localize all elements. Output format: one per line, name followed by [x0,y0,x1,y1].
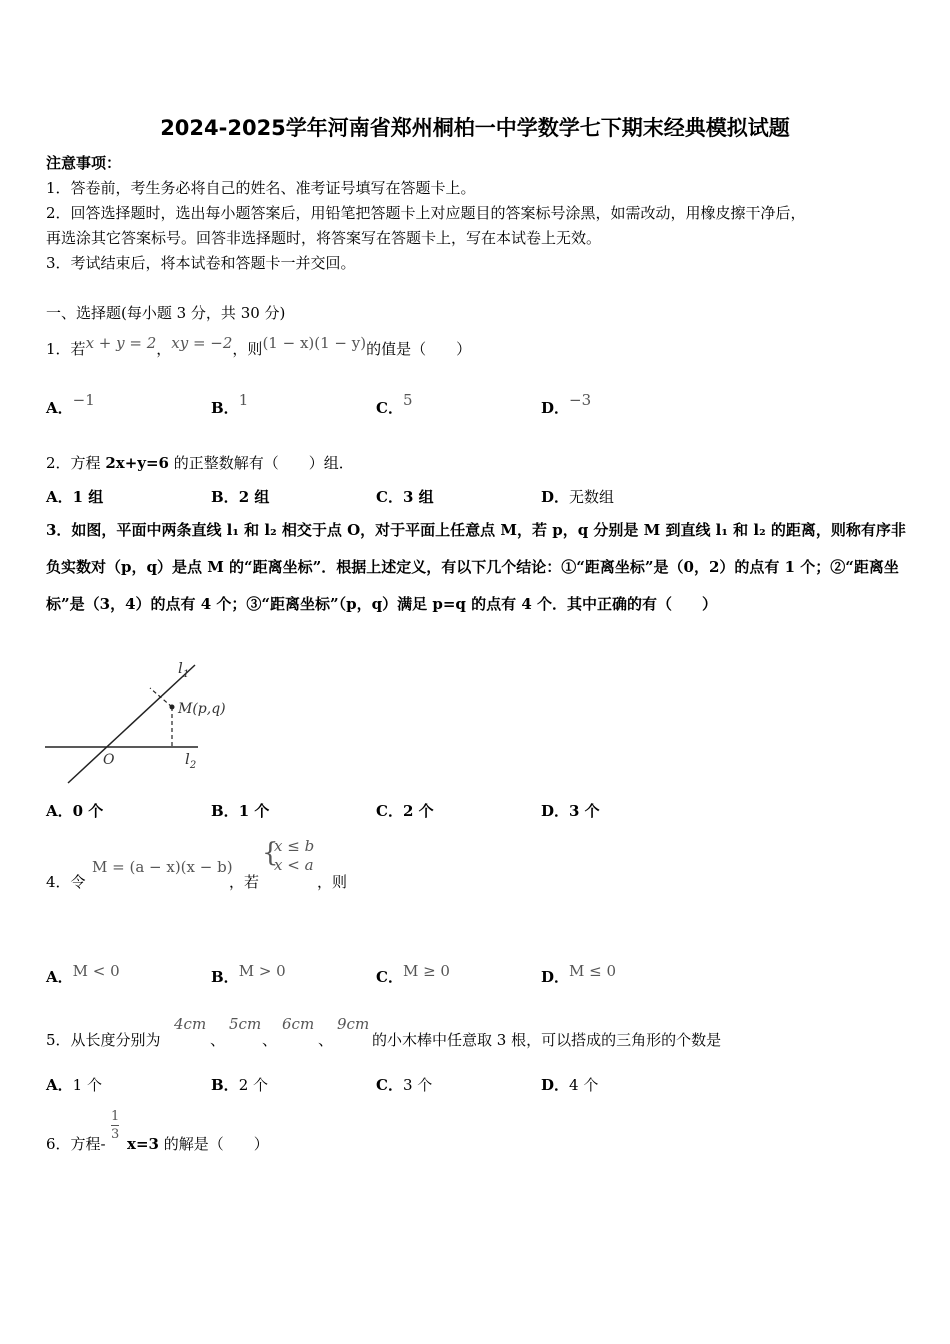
option-letter: C． [376,399,403,417]
q5-sep-3: 、 [318,1031,334,1049]
option-value: 3 组 [402,488,434,506]
q1-text-3: 的值是（ ） [366,340,472,358]
q2-option-b[interactable] [211,486,269,507]
q3-option-c[interactable] [376,800,434,821]
q4-number: 4． [46,873,71,891]
q6-text-2 [127,1133,269,1154]
notice-item-3: 3．考试结束后，将本试卷和答题卡一并交回。 [46,254,356,272]
point-m [170,705,175,710]
option-value: M < 0 [72,962,120,980]
question-2 [46,452,354,473]
question-1 [46,334,472,359]
option-letter: A． [46,488,73,506]
option-value: 2 个 [238,1076,268,1094]
option-letter: B． [211,399,239,417]
option-value: 4 个 [569,1076,599,1094]
fraction-numerator: 1 [111,1109,120,1124]
option-letter: D． [541,399,570,417]
q4-option-a[interactable] [46,962,120,987]
q1-option-c[interactable] [376,391,413,418]
q6-number: 6． [46,1135,71,1153]
q6-text-1 [46,1133,106,1154]
q6-suffix: 的解是（ ） [158,1135,269,1153]
q1-option-b[interactable] [211,391,249,418]
q2-text-1: 方程 [70,454,106,472]
option-letter: B． [211,968,239,986]
q5-option-d[interactable] [541,1074,598,1095]
fraction-denominator: 3 [111,1127,120,1142]
notice-item-2b: 再选涂其它答案标号。回答非选择题时，将答案写在答题卡上，写在本试卷上无效。 [46,229,602,247]
q5-sep-2: 、 [262,1031,278,1049]
q5-option-c[interactable] [376,1074,432,1095]
q2-text-2: 的正整数解有（ ）组． [169,454,354,472]
q4-option-b[interactable] [211,962,286,987]
option-letter: B． [211,1076,239,1094]
q5-sep-1: 、 [210,1031,226,1049]
q3-figure [40,655,240,785]
label-o: O [103,752,115,768]
option-value: 1 个 [238,802,270,820]
option-value: M > 0 [238,962,286,980]
q5-length-1: 4cm [174,1015,207,1033]
question-4 [46,871,86,892]
q6-fraction [111,1108,119,1143]
q5-text-1 [46,1029,161,1050]
option-value: M ≥ 0 [402,962,450,980]
option-value: 2 组 [238,488,270,506]
q1-sep: ， [156,340,172,358]
q1-text-2: ，则 [232,340,263,358]
q6-prefix: 方程- [70,1135,106,1153]
q1-number: 1． [46,340,71,358]
option-letter: A． [46,399,73,417]
option-letter: D． [541,968,570,986]
section-heading: 一、选择题(每小题 3 分，共 30 分) [46,304,286,322]
q1-math-2: xy = −2 [171,334,233,352]
q4-condition-2: x < a [274,856,314,874]
option-value: −3 [569,391,592,409]
q4-condition-1: x ≤ b [274,837,315,855]
q3-option-a[interactable] [46,800,103,821]
q4-text-2: ，若 [229,873,260,891]
q5-option-a[interactable] [46,1074,102,1095]
line-l1 [68,665,195,783]
q2-option-a[interactable] [46,486,103,507]
option-letter: D． [541,488,570,506]
q1-option-a[interactable] [46,391,95,418]
q4-text-3: ，则 [317,873,348,891]
q1-math-1: x + y = 2 [85,334,157,352]
notice-heading: 注意事项： [46,154,122,172]
q3-option-b[interactable] [211,800,269,821]
option-value: 3 个 [402,1076,433,1094]
q2-option-c[interactable] [376,486,434,507]
q6-equation: x=3 [127,1135,159,1153]
q5-length-4: 9cm [337,1015,370,1033]
q5-text-2: 的小木棒中任意取 3 根，可以搭成的三角形的个数是 [372,1031,722,1049]
q2-equation: 2x+y=6 [105,454,169,472]
option-letter: D． [541,1076,570,1094]
option-letter: C． [376,1076,403,1094]
q5-length-2: 5cm [229,1015,262,1033]
option-letter: C． [376,802,403,820]
q5-length-3: 6cm [282,1015,315,1033]
option-value: M ≤ 0 [569,962,617,980]
q2-option-d[interactable] [541,486,614,507]
option-letter: B． [211,488,239,506]
option-value: 3 个 [569,802,600,820]
q1-option-d[interactable] [541,391,592,418]
page-title: 2024-2025学年河南省郑州桐柏一中学数学七下期末经典模拟试题 [160,116,790,140]
q3-option-d[interactable] [541,800,600,821]
option-value: −1 [72,391,95,409]
option-value: 5 [402,391,413,409]
notice-item-2a: 2．回答选择题时，选出每小题答案后，用铅笔把答题卡上对应题目的答案标号涂黑，如需改动，用橡皮擦干净后， [46,204,806,222]
option-letter: C． [376,968,403,986]
option-value: 1 个 [72,1076,102,1094]
q5-prefix: 从长度分别为 [70,1031,161,1049]
q4-math: M = (a − x)(x − b) [92,858,233,876]
q2-number: 2． [46,454,71,472]
label-l2: $l_2$ [185,750,197,771]
option-letter: A． [46,968,73,986]
option-value: 1 组 [72,488,104,506]
question-3: 3．如图，平面中两条直线 l₁ 和 l₂ 相交于点 O，对于平面上任意点 M，若 p，q 分别是 M 到直线 l₁ 和 l₂ 的距离，则称有序非负实数对（p，q）是点 M 的“距离坐标”．根据上述定义，有以下几个结论：①“距离坐标”是（0，2）的点有 1 个；②“距离坐标”是（3，4）的点有 4 个；③“距离坐标”（p，q）满足 p=q 的点有 4 个．其中正确的有（ ） [46,521,906,613]
brace-icon: { [262,838,279,868]
option-value: 无数组 [569,488,615,506]
option-letter: B． [211,802,239,820]
label-m: M(p,q) [178,701,226,717]
option-letter: A． [46,802,73,820]
q4-option-c[interactable] [376,962,450,987]
option-value: 1 [238,391,249,409]
option-letter: D． [541,802,570,820]
option-letter: C． [376,488,403,506]
q4-option-d[interactable] [541,962,617,987]
q5-option-b[interactable] [211,1074,268,1095]
q4-text-1: 令 [70,873,86,891]
q5-number: 5． [46,1031,71,1049]
option-value: 0 个 [72,802,104,820]
notice-item-1: 1．答卷前，考生务必将自己的姓名、准考证号填写在答题卡上。 [46,179,476,197]
label-l1: $l_1$ [178,659,190,680]
q1-text-1: 若 [70,340,86,358]
option-value: 2 个 [402,802,434,820]
option-letter: A． [46,1076,73,1094]
q1-math-3: (1 − x)(1 − y) [262,334,367,352]
